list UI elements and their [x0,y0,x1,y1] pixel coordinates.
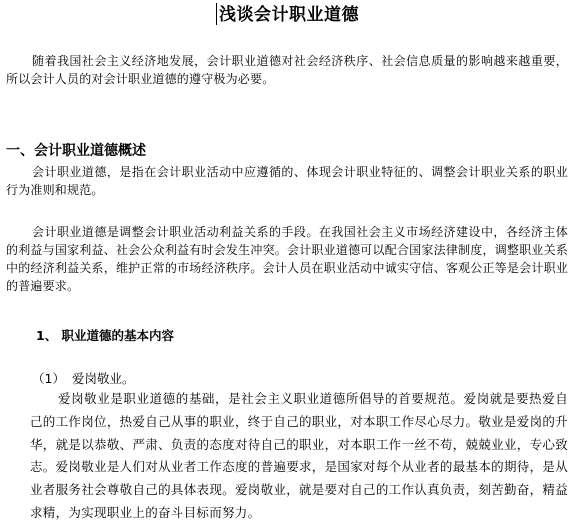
subsection-heading: 1、 职业道德的基本内容 [36,328,175,343]
document-title-text: 浅谈会计职业道德 [219,5,359,25]
intro-paragraph: 随着我国社会主义经济地发展，会计职业道德对社会经济秩序、社会信息质量的影响越来越重要，所以会计人员的对会计职业道德的遵守极为必要。 [6,54,568,86]
definition-paragraph: 会计职业道德，是指在会计职业活动中应遵循的、体现会计职业特征的、调整会计职业关系的职业行为准则和规范。 [6,165,568,197]
section-heading: 一、会计职业道德概述 [6,143,146,159]
list-item-number: （1） [32,371,65,386]
text-cursor [216,3,217,25]
list-item-label: 爱岗敬业。 [72,371,135,386]
function-paragraph: 会计职业道德是调整会计职业活动利益关系的手段。在我国社会主义市场经济建设中，各经济主体的利益与国家利益、社会公众利益有时会发生冲突。会计职业道德可以配合国家法律制度，调整职业关系中的经济利益关系，维护正常的市场经济秩序。会计人员在职业活动中诚实守信、客观公正等是会计职业的普遍要求。 [6,225,568,293]
list-item-body: 爱岗敬业是职业道德的基础，是社会主义职业道德所倡导的首要规范。爱岗就是要热爱自己的工作岗位，热爱自己从事的职业，终于自己的职业，对本职工作尽心尽力。敬业是爱岗的升华，就是以恭敬、严肃、负责的态度对待自己的职业，对本职工作一丝不苟，兢兢业业，专心致志。爱岗敬业是人们对从业者工作态度的普遍要求，是国家对每个从业者的最基本的期待，是从业者服务社会尊敬自己的具体表现。爱岗敬业，就是要对自己的工作认真负责，刻苦勤奋，精益求精，为实现职业上的奋斗目标而努力。 [30,391,568,520]
list-item-heading [32,370,135,388]
document-title [0,4,575,26]
